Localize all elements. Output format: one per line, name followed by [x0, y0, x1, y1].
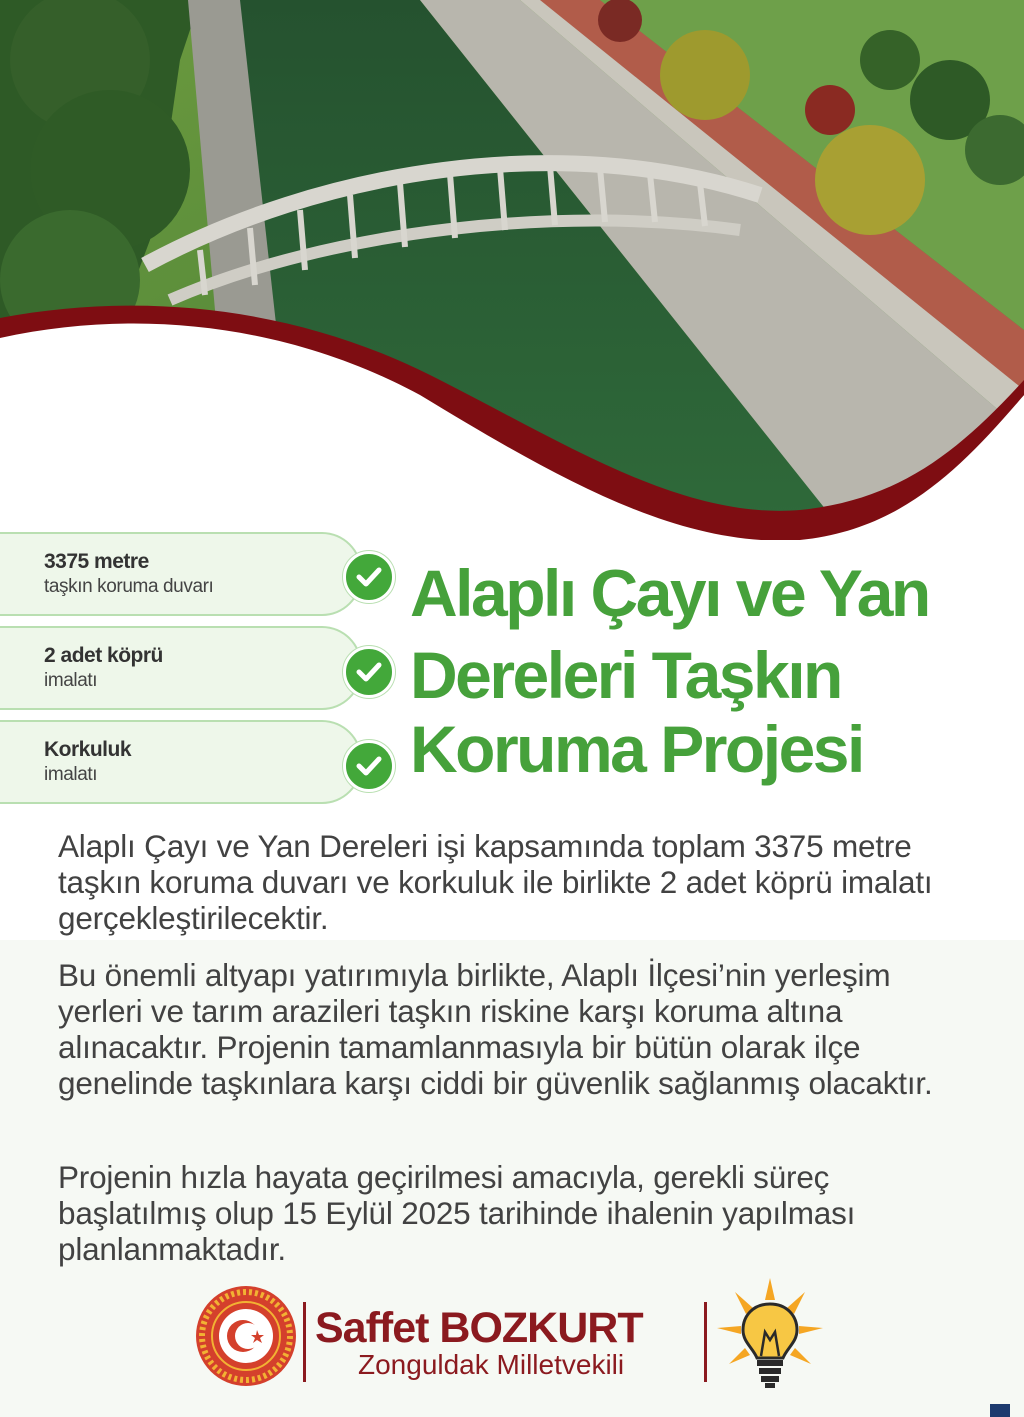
signature-name: Saffet BOZKURT [315, 1304, 643, 1352]
parliament-emblem-icon [195, 1285, 297, 1387]
check-icon [343, 646, 395, 698]
divider [303, 1302, 306, 1382]
divider [704, 1302, 707, 1382]
body-paragraph-2: Bu önemli altyapı yatırımıyla birlikte, Alaplı İlçesi’nin yerleşim yerleri ve tarım arazileri taşkın riskine karşı koruma altına alınacaktır. Projenin tamamlanmasıyla bir bütün olarak ilçe genelinde taşkınlara karşı ciddi bir güvenlik sağlanmış olacaktır. [58, 957, 933, 1101]
feature-bold-text: 3375 metre [44, 550, 149, 573]
corner-mark [990, 1404, 1010, 1417]
page-title-line-3: Koruma Projesi [410, 712, 863, 786]
page-title-line-2: Dereleri Taşkın [410, 638, 841, 712]
hero-image [0, 0, 1024, 540]
body-paragraph-3: Projenin hızla hayata geçirilmesi amacıyla, gerekli süreç başlatılmış olup 15 Eylül 2025 tarihinde ihalenin yapılması planlanmaktadır. [58, 1159, 856, 1267]
check-icon [343, 551, 395, 603]
feature-bold-text: Korkuluk [44, 738, 132, 761]
feature-sub-text: imalatı [44, 764, 98, 785]
lightbulb-party-logo-icon [715, 1278, 825, 1390]
check-icon [343, 740, 395, 792]
feature-box-bridge [0, 626, 362, 710]
river-bridge-illustration [0, 0, 1024, 540]
body-paragraph-1: Alaplı Çayı ve Yan Dereleri işi kapsamında toplam 3375 metre taşkın koruma duvarı ve korkuluk ile birlikte 2 adet köprü imalatı gerçekleştirilecektir. [58, 828, 933, 936]
feature-sub-text: imalatı [44, 670, 98, 691]
page-title-line-1: Alaplı Çayı ve Yan [410, 556, 929, 630]
feature-box-wall [0, 532, 362, 616]
feature-box-railing [0, 720, 362, 804]
feature-bold-text: 2 adet köprü [44, 644, 163, 667]
feature-sub-text: taşkın koruma duvarı [44, 576, 214, 597]
signature-role: Zonguldak Milletvekili [358, 1349, 625, 1380]
